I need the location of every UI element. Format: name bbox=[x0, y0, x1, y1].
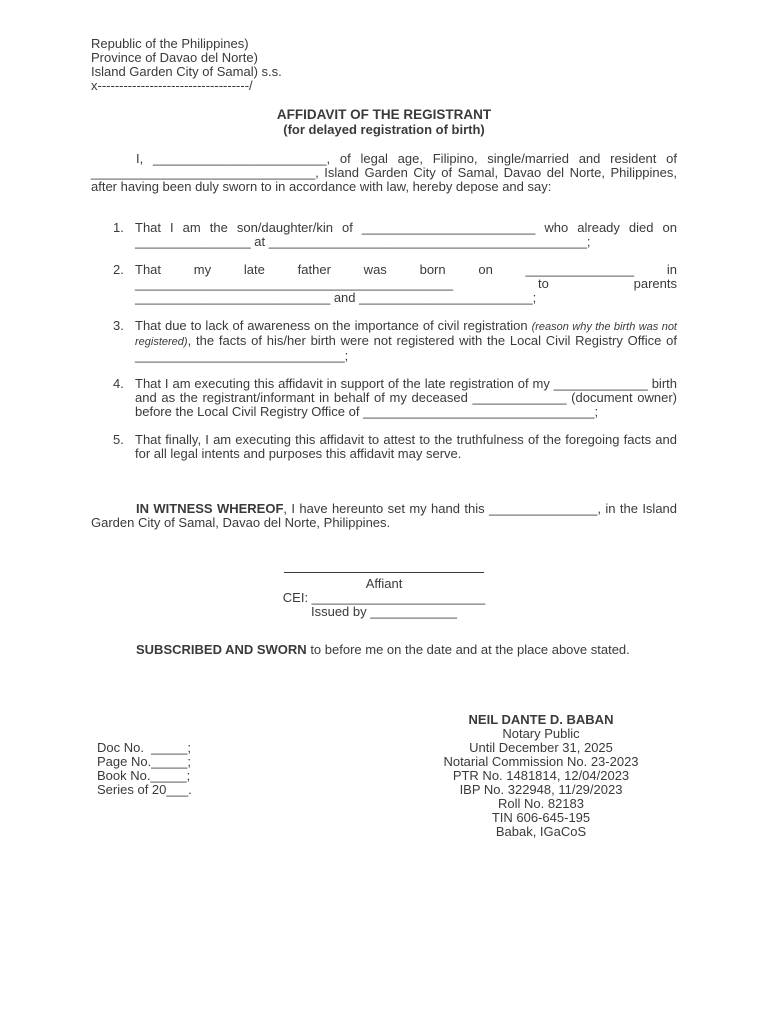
subscribed-paragraph bbox=[91, 643, 677, 657]
item-number: 1. bbox=[113, 220, 124, 235]
header-separator: x-----------------------------------/ bbox=[91, 78, 253, 93]
statement-item bbox=[91, 377, 677, 419]
statement-item bbox=[91, 221, 677, 249]
affiant-label: Affiant bbox=[365, 576, 403, 591]
item-number: 3. bbox=[113, 318, 124, 333]
book-no: Book No._____; bbox=[97, 768, 191, 783]
witness-paragraph bbox=[91, 502, 677, 530]
document-title-block bbox=[0, 107, 768, 137]
item-number: 5. bbox=[113, 432, 124, 447]
page-no: Page No._____; bbox=[97, 754, 191, 769]
item-text: That finally, I am executing this affidavit to attest to the truthfulness of the foregoing facts and for all legal intents and purposes this affidavit may serve. bbox=[135, 432, 677, 461]
notary-commission: Notarial Commission No. 23-2023 bbox=[443, 754, 639, 769]
header-line-republic: Republic of the Philippines) bbox=[91, 36, 249, 51]
venue-header bbox=[91, 37, 282, 93]
doc-no: Doc No. _____; bbox=[97, 740, 191, 755]
cei-line: CEI: ________________________ bbox=[282, 590, 486, 605]
statement-item bbox=[91, 433, 677, 461]
notary-block bbox=[404, 713, 678, 839]
item-text: That I am the son/daughter/kin of ________________________ who already died on ________________ at ____________________________________________; bbox=[135, 220, 677, 249]
witness-heading: IN WITNESS WHEREOF bbox=[136, 501, 284, 516]
item-number: 4. bbox=[113, 376, 124, 391]
document-reference-block bbox=[97, 741, 192, 797]
affiant-signature-line bbox=[284, 572, 484, 573]
document-subtitle: (for delayed registration of birth) bbox=[283, 122, 485, 137]
notary-ptr: PTR No. 1481814, 12/04/2023 bbox=[452, 768, 630, 783]
notary-tin: TIN 606-645-195 bbox=[491, 810, 591, 825]
header-line-province: Province of Davao del Norte) bbox=[91, 50, 258, 65]
notary-roll: Roll No. 82183 bbox=[498, 796, 584, 811]
issued-by-line: Issued by ____________ bbox=[310, 604, 457, 619]
witness-text: , I have hereunto set my hand this _______________, in the Island Garden City of Samal, Davao del Norte, Philippines. bbox=[91, 501, 678, 530]
notary-ibp: IBP No. 322948, 11/29/2023 bbox=[459, 782, 623, 797]
series-no: Series of 20___. bbox=[97, 782, 192, 797]
header-line-city: Island Garden City of Samal) s.s. bbox=[91, 64, 282, 79]
intro-paragraph: I, ________________________, of legal age, Filipino, single/married and resident of _______________________________, Island Garden City of Samal, Davao del Norte, Philippines, after having been duly sworn to in accordance with law, hereby depose and say: bbox=[91, 151, 677, 194]
item-text-after: , the facts of his/her birth were not registered with the Local Civil Registry Office of _____________________________; bbox=[135, 333, 677, 363]
statement-item bbox=[91, 263, 677, 305]
item-text bbox=[135, 319, 677, 363]
notary-name: NEIL DANTE D. BABAN bbox=[468, 712, 614, 727]
subscribed-heading: SUBSCRIBED AND SWORN bbox=[136, 642, 307, 657]
statement-list bbox=[91, 221, 677, 475]
notary-validity: Until December 31, 2025 bbox=[469, 740, 613, 755]
notary-title: Notary Public bbox=[502, 726, 580, 741]
item-text-before: That due to lack of awareness on the importance of civil registration bbox=[135, 318, 532, 333]
affiant-signature-block bbox=[232, 572, 536, 619]
reason-note: (reason why the birth was not registered) bbox=[135, 321, 677, 348]
document-title: AFFIDAVIT OF THE REGISTRANT bbox=[276, 107, 492, 122]
notary-address: Babak, IGaCoS bbox=[495, 824, 587, 839]
statement-item bbox=[91, 319, 677, 363]
item-number: 2. bbox=[113, 262, 124, 277]
item-text: That I am executing this affidavit in support of the late registration of my _____________ birth and as the registrant/informant in behalf of my deceased _____________ (document owner) before the Local Civil Registry Office of ________________________________; bbox=[135, 376, 677, 419]
subscribed-text: to before me on the date and at the place above stated. bbox=[306, 642, 630, 657]
item-text: That my late father was born on _______________ in ____________________________________________ to parents ___________________________ and ________________________; bbox=[135, 262, 677, 305]
